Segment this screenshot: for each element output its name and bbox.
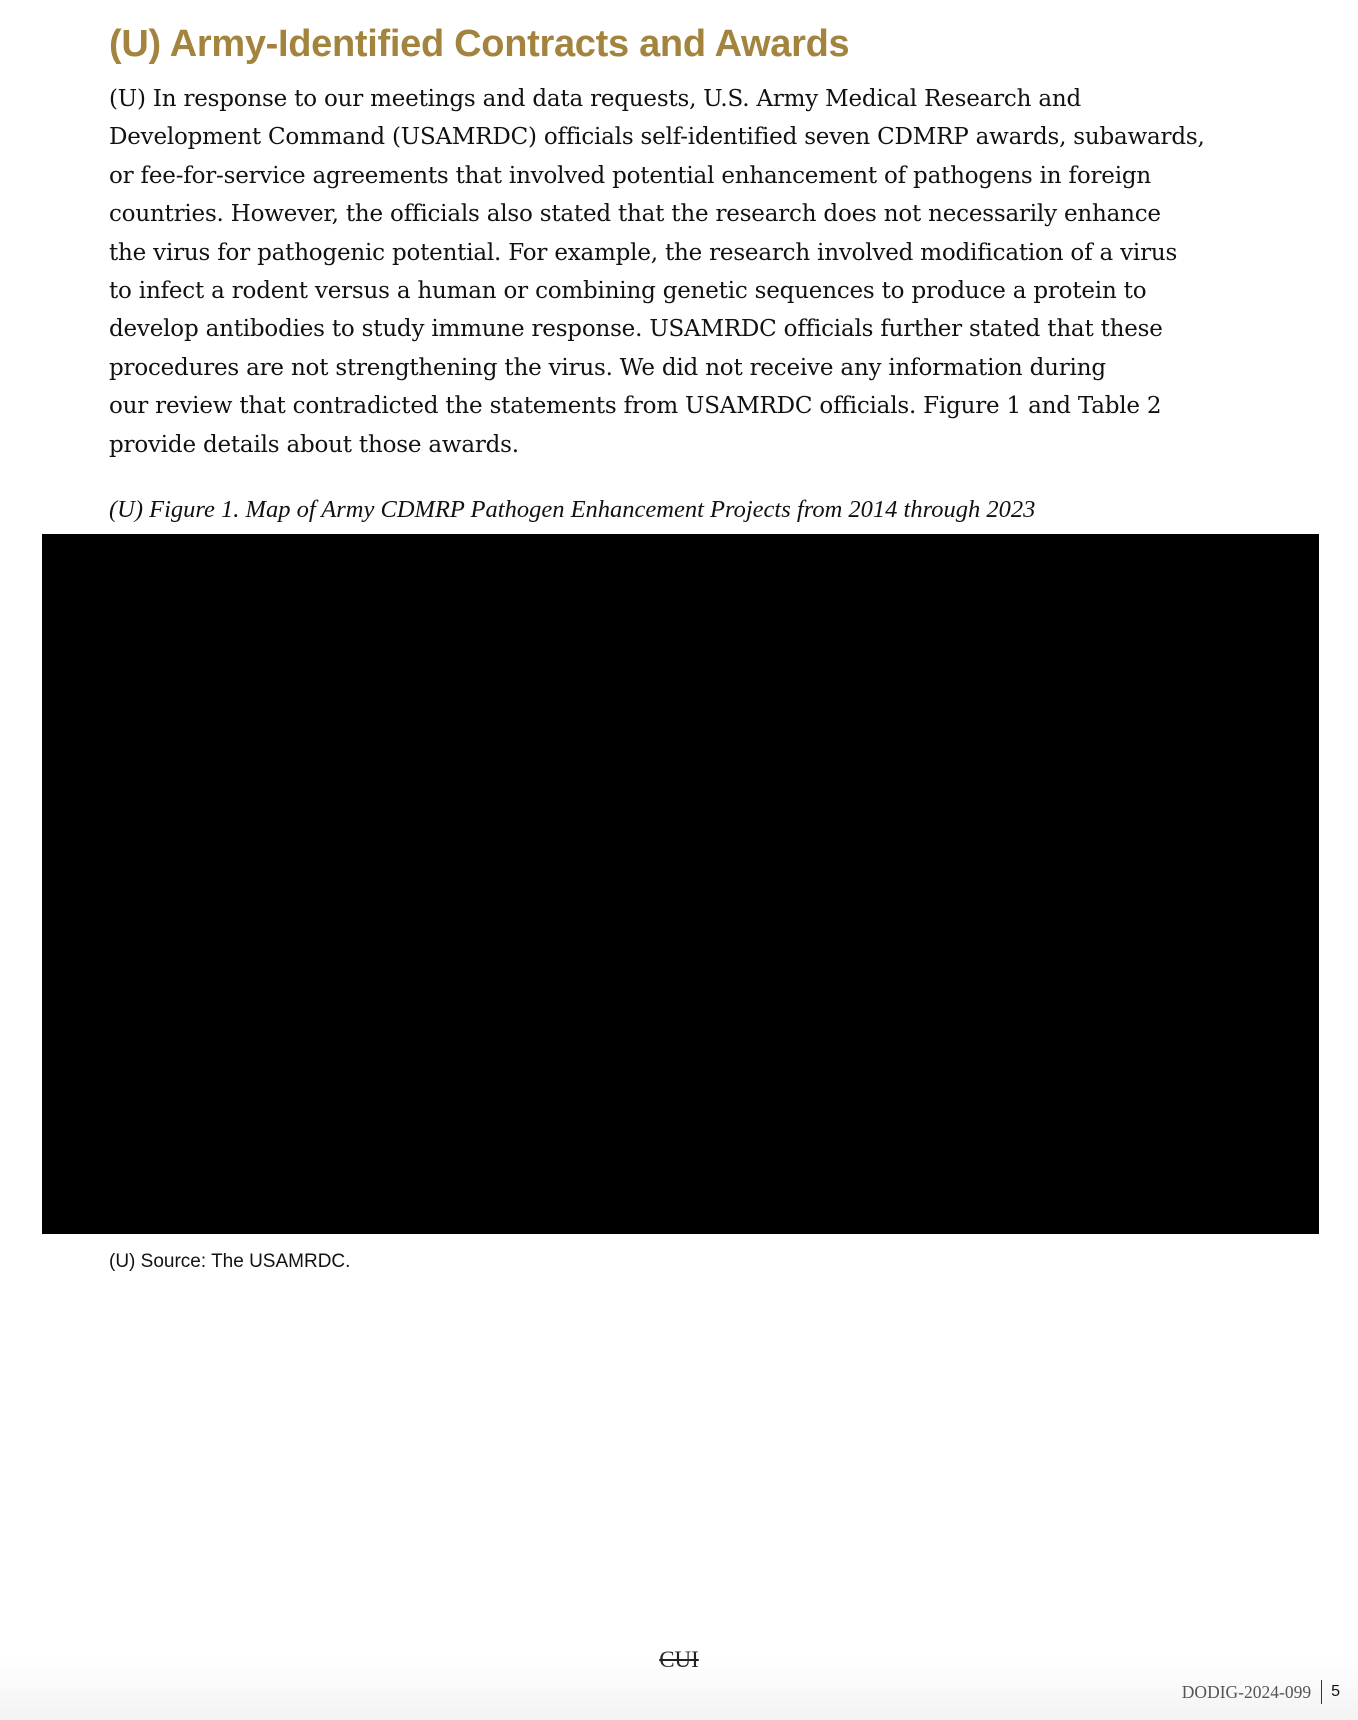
paragraph-line: the virus for pathogenic potential. For example, the research involved modification of a virus <box>109 239 1178 266</box>
paragraph-line: develop antibodies to study immune response. USAMRDC officials further stated that these <box>109 316 1163 343</box>
paragraph-line: or fee-for-service agreements that involved potential enhancement of pathogens in foreign <box>109 162 1151 189</box>
paragraph-line: countries. However, the officials also stated that the research does not necessarily enhance <box>109 201 1161 228</box>
cui-marking: CUI <box>659 1647 699 1672</box>
redacted-figure-map <box>42 534 1319 1234</box>
section-heading: (U) Army-Identified Contracts and Awards <box>109 23 850 65</box>
paragraph-line: (U) In response to our meetings and data requests, U.S. Army Medical Research and <box>109 86 1081 112</box>
figure-caption: (U) Figure 1. Map of Army CDMRP Pathogen Enhancement Projects from 2014 through 2023 <box>109 496 1036 523</box>
page-number: 5 <box>1331 1683 1340 1700</box>
paragraph-line: our review that contradicted the statements from USAMRDC officials. Figure 1 and Table 2 <box>109 393 1162 420</box>
body-paragraph <box>109 80 1239 464</box>
page-footer <box>1182 1677 1340 1707</box>
footer-divider <box>1321 1680 1322 1704</box>
report-number: DODIG-2024-099 <box>1181 1681 1312 1702</box>
paragraph-line: provide details about those awards. <box>109 431 519 458</box>
paragraph-line: procedures are not strengthening the virus. We did not receive any information during <box>109 354 1106 381</box>
paragraph-line: to infect a rodent versus a human or combining genetic sequences to produce a protein to <box>109 278 1147 305</box>
figure-source-note: (U) Source: The USAMRDC. <box>109 1251 351 1272</box>
paragraph-line: Development Command (USAMRDC) officials self-identified seven CDMRP awards, subawards, <box>109 124 1205 151</box>
